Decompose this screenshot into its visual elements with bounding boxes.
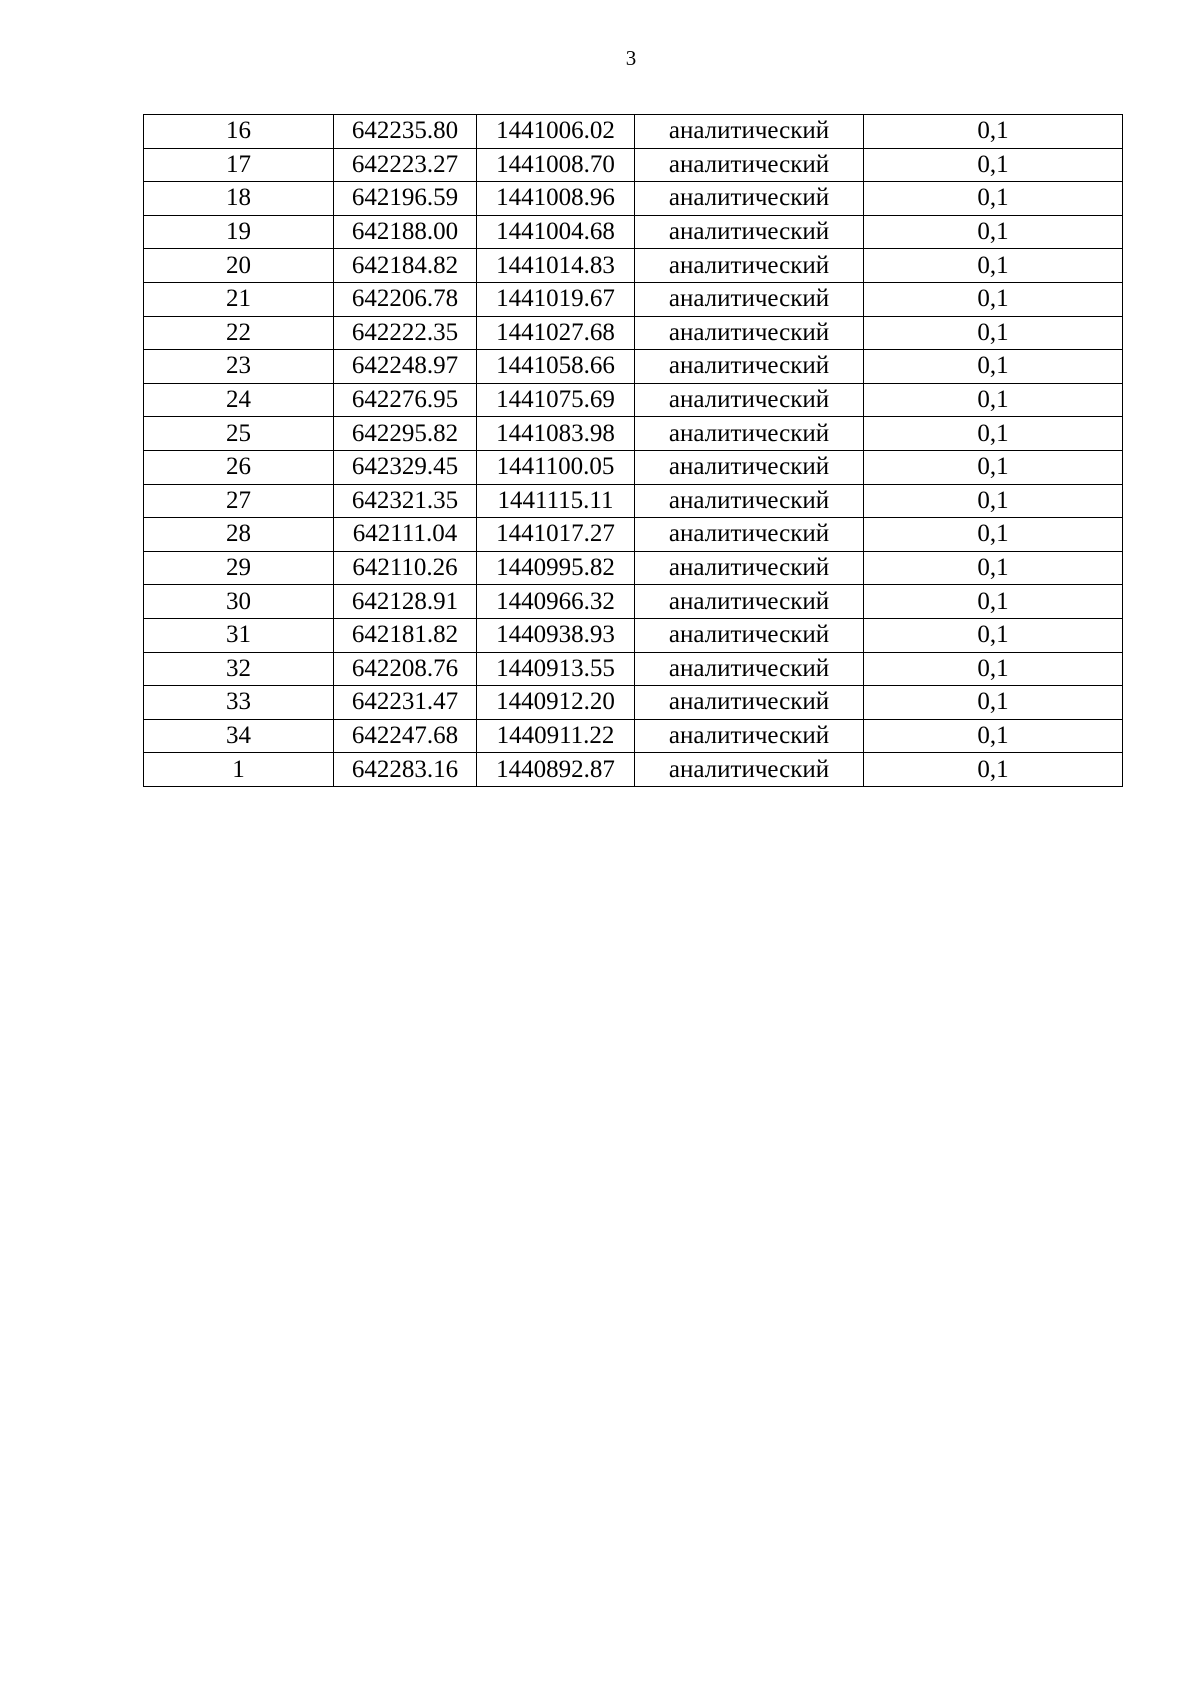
x-coordinate-cell: 642235.80 [334, 115, 477, 149]
table-row [144, 282, 1123, 316]
method-cell: аналитический [635, 316, 864, 350]
y-coordinate-cell: 1441004.68 [477, 215, 635, 249]
point-number-cell: 24 [144, 383, 334, 417]
table-row [144, 417, 1123, 451]
method-cell: аналитический [635, 182, 864, 216]
point-number-cell: 29 [144, 551, 334, 585]
x-coordinate-cell: 642181.82 [334, 618, 477, 652]
point-number-cell: 27 [144, 484, 334, 518]
point-number-cell: 32 [144, 652, 334, 686]
y-coordinate-cell: 1441014.83 [477, 249, 635, 283]
table-row [144, 215, 1123, 249]
table-row [144, 249, 1123, 283]
point-number-cell: 22 [144, 316, 334, 350]
y-coordinate-cell: 1441008.70 [477, 148, 635, 182]
x-coordinate-cell: 642110.26 [334, 551, 477, 585]
y-coordinate-cell: 1440892.87 [477, 753, 635, 787]
x-coordinate-cell: 642248.97 [334, 350, 477, 384]
accuracy-cell: 0,1 [864, 518, 1123, 552]
point-number-cell: 25 [144, 417, 334, 451]
point-number-cell: 19 [144, 215, 334, 249]
method-cell: аналитический [635, 585, 864, 619]
y-coordinate-cell: 1440913.55 [477, 652, 635, 686]
table-row [144, 115, 1123, 149]
point-number-cell: 28 [144, 518, 334, 552]
method-cell: аналитический [635, 719, 864, 753]
accuracy-cell: 0,1 [864, 753, 1123, 787]
point-number-cell: 21 [144, 282, 334, 316]
accuracy-cell: 0,1 [864, 282, 1123, 316]
accuracy-cell: 0,1 [864, 551, 1123, 585]
method-cell: аналитический [635, 618, 864, 652]
accuracy-cell: 0,1 [864, 148, 1123, 182]
x-coordinate-cell: 642276.95 [334, 383, 477, 417]
accuracy-cell: 0,1 [864, 215, 1123, 249]
method-cell: аналитический [635, 518, 864, 552]
accuracy-cell: 0,1 [864, 350, 1123, 384]
point-number-cell: 20 [144, 249, 334, 283]
table-row [144, 350, 1123, 384]
y-coordinate-cell: 1441083.98 [477, 417, 635, 451]
x-coordinate-cell: 642231.47 [334, 686, 477, 720]
accuracy-cell: 0,1 [864, 450, 1123, 484]
accuracy-cell: 0,1 [864, 182, 1123, 216]
x-coordinate-cell: 642188.00 [334, 215, 477, 249]
method-cell: аналитический [635, 115, 864, 149]
table-row [144, 450, 1123, 484]
table-row [144, 182, 1123, 216]
accuracy-cell: 0,1 [864, 618, 1123, 652]
method-cell: аналитический [635, 551, 864, 585]
method-cell: аналитический [635, 417, 864, 451]
y-coordinate-cell: 1441006.02 [477, 115, 635, 149]
x-coordinate-cell: 642223.27 [334, 148, 477, 182]
y-coordinate-cell: 1441027.68 [477, 316, 635, 350]
accuracy-cell: 0,1 [864, 652, 1123, 686]
method-cell: аналитический [635, 753, 864, 787]
point-number-cell: 17 [144, 148, 334, 182]
table-row [144, 383, 1123, 417]
method-cell: аналитический [635, 383, 864, 417]
x-coordinate-cell: 642329.45 [334, 450, 477, 484]
y-coordinate-cell: 1440966.32 [477, 585, 635, 619]
y-coordinate-cell: 1441058.66 [477, 350, 635, 384]
x-coordinate-cell: 642283.16 [334, 753, 477, 787]
x-coordinate-cell: 642222.35 [334, 316, 477, 350]
x-coordinate-cell: 642184.82 [334, 249, 477, 283]
point-number-cell: 18 [144, 182, 334, 216]
table-row [144, 148, 1123, 182]
accuracy-cell: 0,1 [864, 719, 1123, 753]
point-number-cell: 34 [144, 719, 334, 753]
accuracy-cell: 0,1 [864, 686, 1123, 720]
y-coordinate-cell: 1440995.82 [477, 551, 635, 585]
y-coordinate-cell: 1441100.05 [477, 450, 635, 484]
table-row [144, 316, 1123, 350]
accuracy-cell: 0,1 [864, 585, 1123, 619]
method-cell: аналитический [635, 249, 864, 283]
point-number-cell: 33 [144, 686, 334, 720]
table-row [144, 719, 1123, 753]
x-coordinate-cell: 642295.82 [334, 417, 477, 451]
page-number: 3 [625, 46, 637, 70]
x-coordinate-cell: 642128.91 [334, 585, 477, 619]
coordinates-table-body [144, 115, 1123, 787]
y-coordinate-cell: 1440912.20 [477, 686, 635, 720]
point-number-cell: 1 [144, 753, 334, 787]
coordinates-table [143, 114, 1123, 787]
x-coordinate-cell: 642196.59 [334, 182, 477, 216]
point-number-cell: 16 [144, 115, 334, 149]
table-row [144, 753, 1123, 787]
accuracy-cell: 0,1 [864, 115, 1123, 149]
x-coordinate-cell: 642321.35 [334, 484, 477, 518]
method-cell: аналитический [635, 450, 864, 484]
x-coordinate-cell: 642247.68 [334, 719, 477, 753]
point-number-cell: 30 [144, 585, 334, 619]
method-cell: аналитический [635, 215, 864, 249]
accuracy-cell: 0,1 [864, 383, 1123, 417]
point-number-cell: 26 [144, 450, 334, 484]
table-row [144, 585, 1123, 619]
method-cell: аналитический [635, 686, 864, 720]
x-coordinate-cell: 642208.76 [334, 652, 477, 686]
table-row [144, 686, 1123, 720]
method-cell: аналитический [635, 282, 864, 316]
point-number-cell: 23 [144, 350, 334, 384]
table-row [144, 518, 1123, 552]
accuracy-cell: 0,1 [864, 417, 1123, 451]
x-coordinate-cell: 642206.78 [334, 282, 477, 316]
point-number-cell: 31 [144, 618, 334, 652]
y-coordinate-cell: 1441075.69 [477, 383, 635, 417]
accuracy-cell: 0,1 [864, 249, 1123, 283]
accuracy-cell: 0,1 [864, 484, 1123, 518]
method-cell: аналитический [635, 484, 864, 518]
table-row [144, 618, 1123, 652]
method-cell: аналитический [635, 350, 864, 384]
y-coordinate-cell: 1441008.96 [477, 182, 635, 216]
y-coordinate-cell: 1441017.27 [477, 518, 635, 552]
y-coordinate-cell: 1441115.11 [477, 484, 635, 518]
method-cell: аналитический [635, 652, 864, 686]
y-coordinate-cell: 1440938.93 [477, 618, 635, 652]
y-coordinate-cell: 1440911.22 [477, 719, 635, 753]
table-row [144, 652, 1123, 686]
table-row [144, 551, 1123, 585]
method-cell: аналитический [635, 148, 864, 182]
accuracy-cell: 0,1 [864, 316, 1123, 350]
table-row [144, 484, 1123, 518]
y-coordinate-cell: 1441019.67 [477, 282, 635, 316]
x-coordinate-cell: 642111.04 [334, 518, 477, 552]
